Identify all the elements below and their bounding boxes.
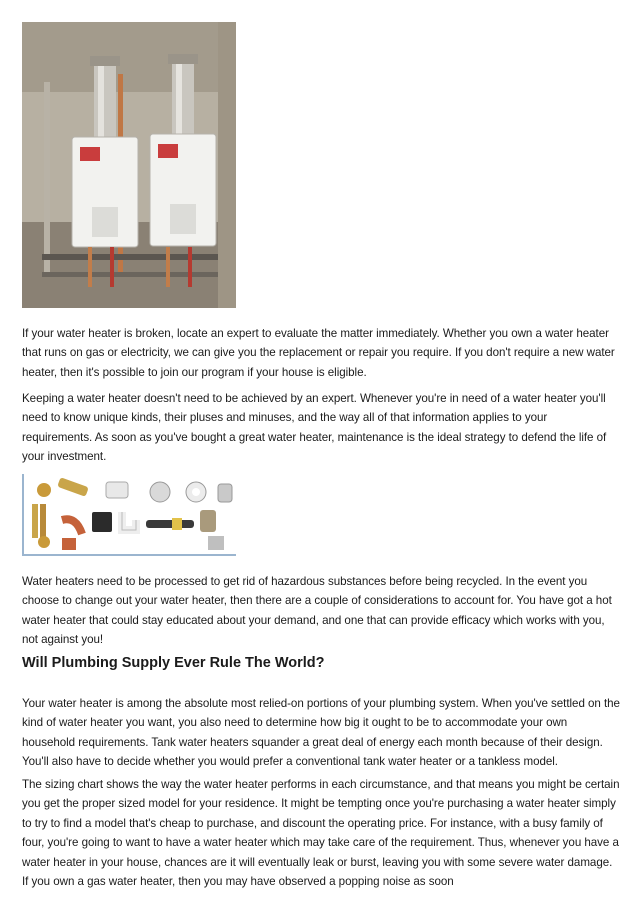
maintenance-paragraph: Keeping a water heater doesn't need to be achieved by an expert. Whenever you're in need of a water heater you'll need to know unique kinds, their pluses and minuses, and the way all of that information applies to your requirements. As soon as you've bought a great water heater, maintenance is the ideal strategy to defend the life of your investment. xyxy=(22,392,607,464)
section-heading: Will Plumbing Supply Ever Rule The World? xyxy=(22,655,325,671)
recycling-paragraph: Water heaters need to be processed to get rid of hazardous substances before being recycled. In the event you choose to change out your water heater, then there are a couple of considerations to account for. You have got a hot water heater that could stay educated about your demand, and one that can provide efficacy which works with you, not against you! xyxy=(22,575,612,647)
water-heaters-photo xyxy=(22,22,236,308)
intro-paragraph: If your water heater is broken, locate an expert to evaluate the matter immediately. Whether you own a water heater that runs on gas or electricity, we can give you the replacement or repair you require. If you don't require a new water heater, then it's possible to join our program if your house is eligible. xyxy=(22,327,615,379)
plumbing-parts-photo xyxy=(22,474,236,556)
sizing-chart-paragraph: The sizing chart shows the way the water heater performs in each circumstance, and that means you might be certain you get the proper sized model for your residence. It might be tempting once you're purchasing a water heater simply to try to find a model that's cheap to purchase, and discount the operating price. For instance, with a busy family of four, you're going to want to have a water heater which may take care of the requirement. Thus, whenever you have a water heater in your house, chances are it will eventually leak or burst, leaving you with some severe water damage. If you own a gas water heater, then you may have observed a popping noise as soon xyxy=(22,778,620,889)
plumbing-system-paragraph: Your water heater is among the absolute most relied-on portions of your plumbing system. When you've settled on the kind of water heater you want, you also need to determine how big it ought to be to accommodate your own household requirements. Tank water heaters squander a great deal of energy each month because of their design. You'll also have to decide whether you would prefer a conventional tank water heater or a tankless model. xyxy=(22,697,620,769)
